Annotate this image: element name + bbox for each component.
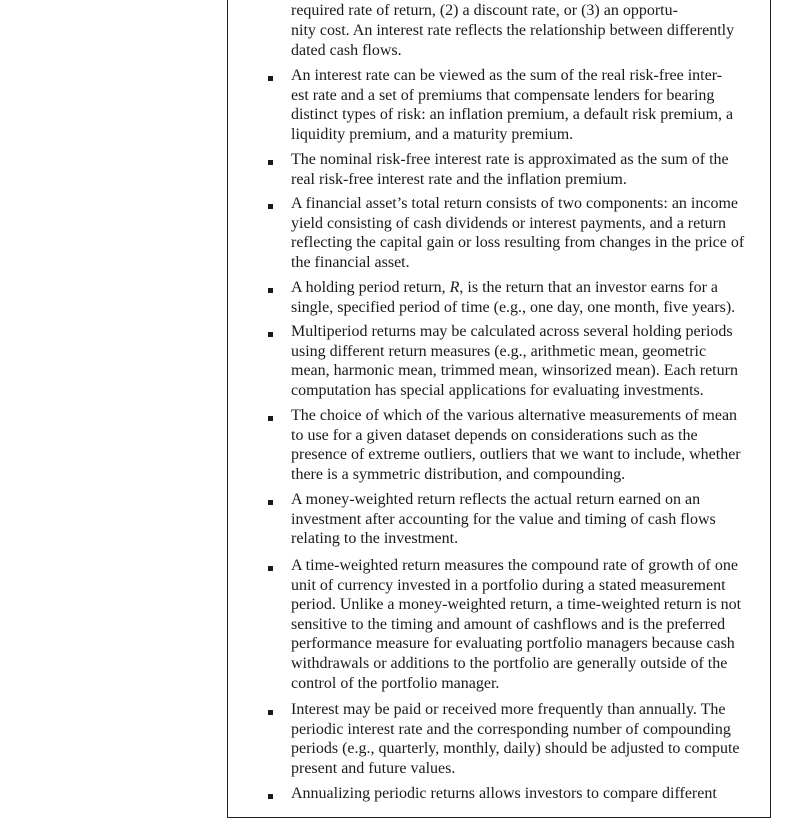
bullet-line: the financial asset.: [291, 253, 410, 271]
bullet-line: control of the portfolio manager.: [291, 674, 500, 692]
bullet-marker: [268, 332, 273, 337]
bullet-line: computation has special applications for evaluating investments.: [291, 381, 704, 399]
bullet-line: relating to the investment.: [291, 530, 459, 548]
bullet-line: mean, harmonic mean, trimmed mean, winsorized mean). Each return: [291, 362, 738, 380]
bullet-line: [291, 279, 765, 297]
bullet-line: A time-weighted return measures the compound rate of growth of one: [291, 557, 738, 574]
bullet-line: An interest rate can be viewed as the sum of the real risk-free inter-: [291, 67, 723, 84]
bullet-line: unit of currency invested in a portfolio during a stated measurement: [291, 576, 726, 594]
bullet-line: Annualizing periodic returns allows investors to compare different: [291, 785, 717, 802]
continuation-line: nity cost. An interest rate reflects the relationship between differently: [291, 22, 735, 39]
bullet-line: The choice of which of the various alternative measurements of mean: [291, 407, 738, 424]
bullet-line: period. Unlike a money-weighted return, a time-weighted return is not: [291, 596, 742, 614]
bullet-line: single, specified period of time (e.g., one day, one month, five years).: [291, 298, 736, 316]
bullet-text-segment: , is the return that an investor earns for a: [459, 279, 718, 296]
bullet-line: distinct types of risk: an inflation premium, a default risk premium, a: [291, 106, 734, 124]
bullet-marker: [268, 76, 273, 81]
bullet-marker: [268, 794, 273, 799]
bullet-line: The nominal risk-free interest rate is approximated as the sum of the: [291, 151, 729, 168]
bullet-line: periods (e.g., quarterly, monthly, daily) should be adjusted to compute: [291, 740, 740, 758]
bullet-line: reflecting the capital gain or loss resulting from changes in the price of: [291, 234, 745, 252]
bullet-line: to use for a given dataset depends on considerations such as the: [291, 426, 698, 444]
bullet-marker: [268, 710, 273, 715]
bullet-marker: [268, 566, 273, 571]
bullet-marker: [268, 160, 273, 165]
bullet-marker: [268, 500, 273, 505]
bullet-line: sensitive to the timing and amount of cashflows and is the preferred: [291, 615, 726, 633]
continuation-line: dated cash flows.: [291, 42, 402, 59]
bullet-text-segment: A holding period return,: [291, 279, 450, 296]
continuation-line: required rate of return, (2) a discount rate, or (3) an opportu-: [291, 2, 678, 19]
bullet-marker: [268, 288, 273, 293]
bullet-line: periodic interest rate and the corresponding number of compounding: [291, 720, 731, 738]
bullet-line: using different return measures (e.g., arithmetic mean, geometric: [291, 342, 707, 360]
bullet-line: there is a symmetric distribution, and compounding.: [291, 465, 626, 483]
bullet-line: present and future values.: [291, 759, 456, 777]
bullet-line: withdrawals or additions to the portfolio are generally outside of the: [291, 655, 728, 672]
bullet-line: liquidity premium, and a maturity premium.: [291, 125, 574, 143]
bullet-line: A financial asset’s total return consists of two components: an income: [291, 195, 739, 212]
bullet-line: A money-weighted return reflects the actual return earned on an: [291, 491, 701, 508]
bullet-italic-symbol: R: [449, 279, 460, 296]
bullet-marker: [268, 416, 273, 421]
bullet-line: investment after accounting for the value and timing of cash flows: [291, 510, 716, 528]
bullet-line: Interest may be paid or received more frequently than annually. The: [291, 701, 726, 718]
bullet-line: yield consisting of cash dividends or interest payments, and a return: [291, 214, 727, 232]
bullet-line: est rate and a set of premiums that compensate lenders for bearing: [291, 86, 715, 104]
bullet-line: real risk-free interest rate and the inflation premium.: [291, 170, 627, 188]
bullet-line: Multiperiod returns may be calculated across several holding periods: [291, 323, 733, 340]
bullet-marker: [268, 204, 273, 209]
bullet-line: performance measure for evaluating portfolio managers because cash: [291, 635, 735, 653]
bullet-line: presence of extreme outliers, outliers that we want to include, whether: [291, 446, 741, 464]
